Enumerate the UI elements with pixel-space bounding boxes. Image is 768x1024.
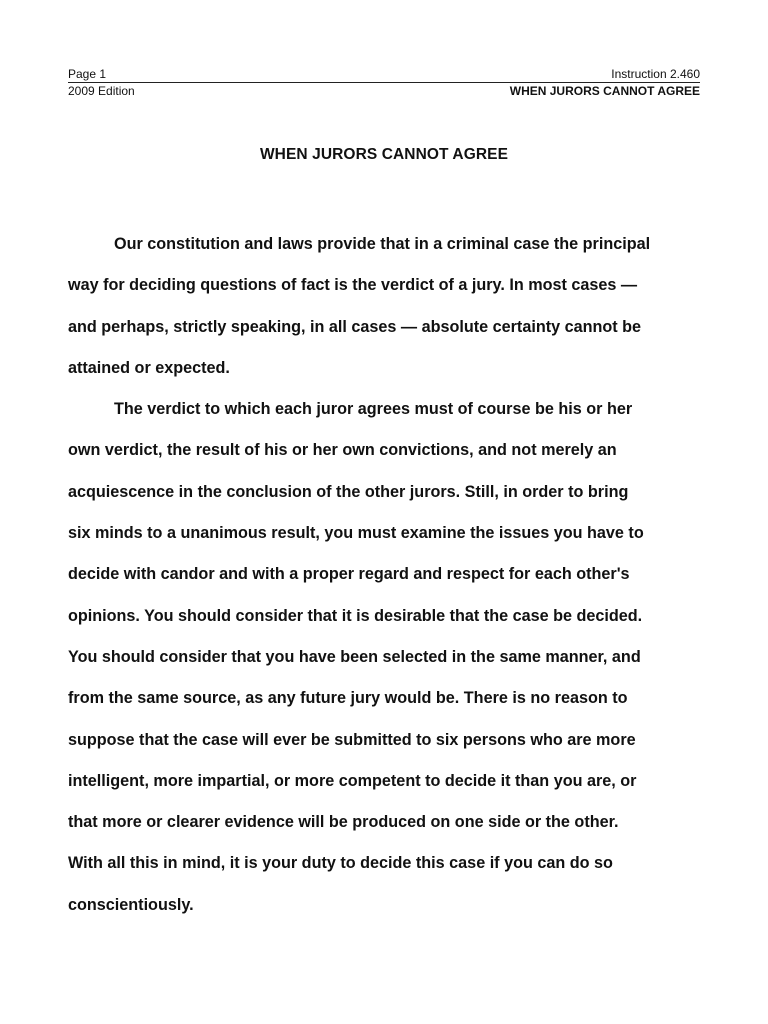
- page-number: Page 1: [68, 67, 107, 81]
- text-line: from the same source, as any future jury would be. There is no reason to: [68, 689, 628, 708]
- text-line: own verdict, the result of his or her own convictions, and not merely an: [68, 441, 617, 460]
- paragraph-1: [68, 224, 700, 389]
- header-top-row: [68, 67, 700, 83]
- header-bottom-row: [68, 84, 700, 98]
- text-line: that more or clearer evidence will be produced on one side or the other.: [68, 813, 619, 832]
- text-line: suppose that the case will ever be submitted to six persons who are more: [68, 730, 636, 749]
- instruction-title: WHEN JURORS CANNOT AGREE: [509, 84, 700, 98]
- text-line: Our constitution and laws provide that in a criminal case the principal: [114, 235, 651, 253]
- text-line: and perhaps, strictly speaking, in all cases — absolute certainty cannot be: [68, 317, 642, 336]
- text-line: conscientiously.: [68, 895, 194, 914]
- text-line: decide with candor and with a proper regard and respect for each other's: [68, 565, 630, 584]
- text-line: intelligent, more impartial, or more competent to decide it than you are, or: [68, 771, 637, 790]
- edition-label: 2009 Edition: [68, 84, 135, 98]
- page-header: [68, 67, 700, 98]
- text-line: attained or expected.: [68, 358, 230, 377]
- text-line: acquiescence in the conclusion of the other jurors. Still, in order to bring: [68, 482, 629, 501]
- document-body: [68, 224, 700, 926]
- text-line: way for deciding questions of fact is the verdict of a jury. In most cases —: [68, 276, 638, 295]
- text-line: You should consider that you have been selected in the same manner, and: [68, 647, 641, 666]
- document-title: WHEN JURORS CANNOT AGREE: [259, 146, 509, 163]
- text-line: The verdict to which each juror agrees must of course be his or her: [114, 400, 633, 419]
- paragraph-2: [68, 389, 700, 926]
- text-line: opinions. You should consider that it is desirable that the case be decided.: [68, 606, 643, 625]
- text-line: six minds to a unanimous result, you must examine the issues you have to: [68, 524, 644, 543]
- instruction-number: Instruction 2.460: [611, 67, 700, 81]
- text-line: With all this in mind, it is your duty to decide this case if you can do so: [68, 854, 613, 873]
